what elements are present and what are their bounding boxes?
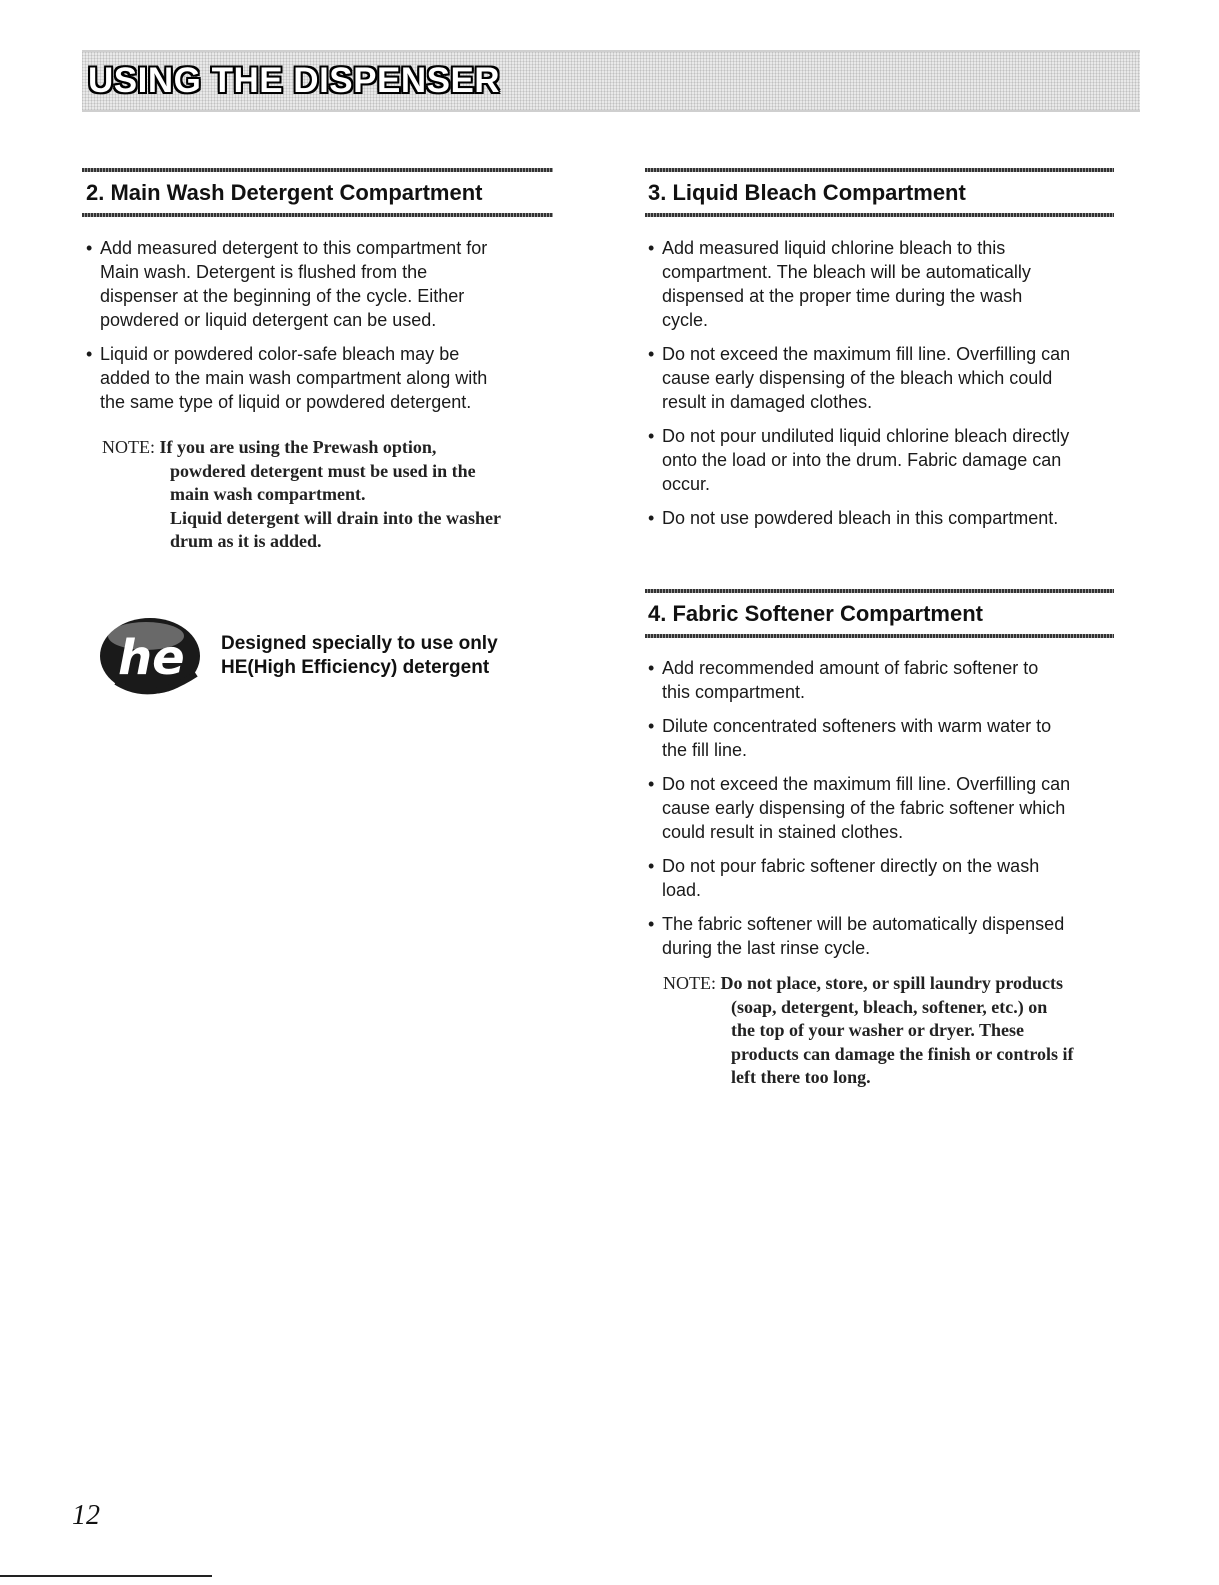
fabric-softener-bullets — [648, 656, 1118, 970]
note-text: products can damage the finish or controls if — [731, 1043, 1074, 1064]
he-logo-icon — [96, 612, 206, 704]
heading-rule-top — [645, 589, 1114, 593]
note-text: left there too long. — [731, 1067, 871, 1087]
list-item: • Do not use powdered bleach in this compartment. — [648, 506, 1118, 530]
list-item: • Add measured liquid chlorine bleach to this compartment. The bleach will be automatically dispensed at the proper time during the wash cycle. — [648, 236, 1118, 332]
section-heading-fabric-softener: 4. Fabric Softener Compartment — [648, 601, 983, 626]
fabric-softener-note — [663, 972, 1113, 1090]
list-item: • Do not exceed the maximum fill line. Overfilling can cause early dispensing of the fabric softener which could result in stained clothes. — [648, 772, 1118, 844]
note-text: If you are using the Prewash option, — [159, 437, 437, 457]
list-item: • Liquid or powdered color-safe bleach may be added to the main wash compartment along with the same type of liquid or powdered detergent. — [86, 342, 546, 414]
heading-rule-bottom — [645, 213, 1114, 217]
note-text: main wash compartment. — [170, 484, 366, 504]
list-item: • Do not pour undiluted liquid chlorine bleach directly onto the load or into the drum. Fabric damage can occur. — [648, 424, 1118, 496]
main-wash-bullets — [86, 236, 546, 424]
note-label: NOTE: — [102, 437, 155, 457]
section-banner — [82, 50, 1140, 112]
list-item: • Do not pour fabric softener directly on the wash load. — [648, 854, 1118, 902]
heading-rule-top — [645, 168, 1114, 172]
list-item: • The fabric softener will be automatically dispensed during the last rinse cycle. — [648, 912, 1118, 960]
main-wash-note — [102, 436, 552, 554]
page-number: 12 — [72, 1500, 100, 1531]
footer-divider — [0, 1575, 212, 1577]
section-heading-liquid-bleach: 3. Liquid Bleach Compartment — [648, 180, 966, 205]
note-text: (soap, detergent, bleach, softener, etc.) on — [731, 996, 1048, 1017]
section-heading-main-wash: 2. Main Wash Detergent Compartment — [86, 180, 483, 205]
list-item: • Dilute concentrated softeners with warm water to the fill line. — [648, 714, 1118, 762]
page-title: USING THE DISPENSER — [88, 61, 501, 100]
liquid-bleach-bullets — [648, 236, 1118, 540]
note-text: the top of your washer or dryer. These — [731, 1020, 1025, 1040]
note-text: drum as it is added. — [170, 531, 322, 551]
heading-rule-top — [82, 168, 553, 172]
heading-rule-bottom — [82, 213, 553, 217]
note-text: Do not place, store, or spill laundry products — [720, 973, 1064, 993]
list-item: • Do not exceed the maximum fill line. Overfilling can cause early dispensing of the bleach which could result in damaged clothes. — [648, 342, 1118, 414]
svg-text:he: he — [118, 630, 185, 686]
note-text: powdered detergent must be used in the — [170, 460, 476, 481]
list-item: • Add measured detergent to this compartment for Main wash. Detergent is flushed from the dispenser at the beginning of the cycle. Either powdered or liquid detergent can be used. — [86, 236, 546, 332]
he-description: Designed specially to use only HE(High Efficiency) detergent — [221, 633, 498, 678]
note-label: NOTE: — [663, 973, 716, 993]
note-text: Liquid detergent will drain into the washer — [170, 507, 502, 528]
heading-rule-bottom — [645, 634, 1114, 638]
list-item: • Add recommended amount of fabric softener to this compartment. — [648, 656, 1118, 704]
